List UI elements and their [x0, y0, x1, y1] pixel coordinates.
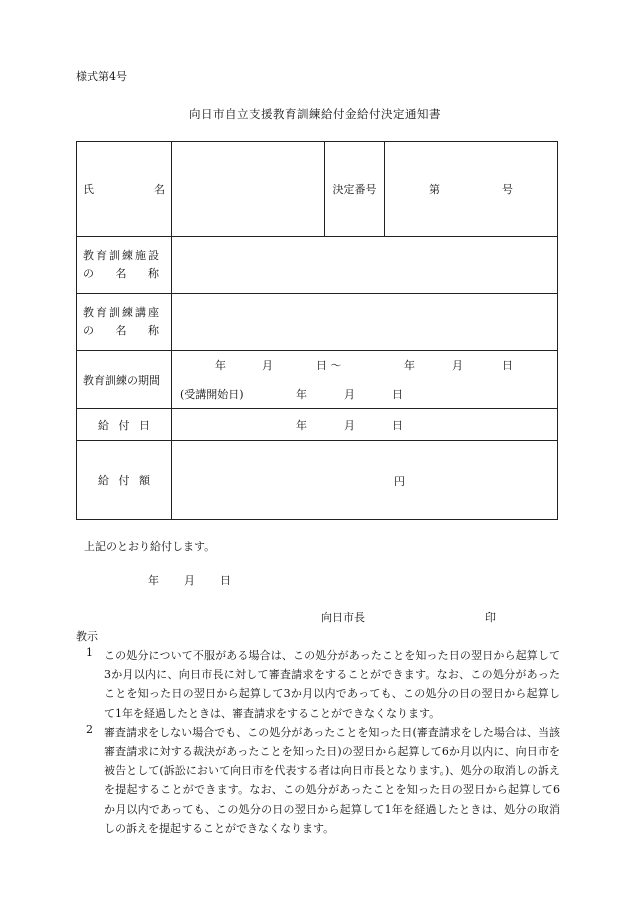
instruction-item — [76, 723, 560, 838]
instruction-text: この処分について不服がある場合は、この処分があったことを知った日の翌日から起算して3か月以内に、向日市長に対して審査請求をすることができます。なお、この処分があったことを知った日の翌日から起算して3か月以内であっても、この処分の日の翌日から起算して1年を経過したときは、審査請求をすることができなくなります。 — [104, 649, 560, 720]
instruction-list — [76, 646, 560, 838]
name-label-cell — [77, 142, 172, 237]
course-label-line2: の 名 称 — [83, 324, 159, 337]
period-end-year: 年 — [404, 359, 415, 372]
period-end-month: 月 — [452, 359, 463, 372]
payment-amount-unit: 円 — [394, 475, 405, 488]
period-start-day: 日 〜 — [316, 359, 342, 372]
name-row — [77, 142, 558, 237]
decision-no-label: 決定番号 — [325, 142, 385, 237]
course-value-cell[interactable] — [172, 294, 558, 351]
name-label-2: 名 — [154, 183, 165, 196]
decision-no-value-cell[interactable] — [385, 142, 558, 237]
payment-date-label: 給 付 日 — [77, 409, 172, 441]
course-start-month: 月 — [344, 388, 355, 401]
payment-date-row — [77, 409, 558, 441]
instruction-item — [76, 646, 560, 723]
period-label: 教育訓練の期間 — [83, 373, 160, 387]
seal-mark: 印 — [485, 611, 496, 624]
course-row — [77, 294, 558, 351]
period-row — [77, 351, 558, 409]
course-label-line1: 教育訓練講座 — [83, 306, 161, 319]
date-day: 日 — [220, 574, 231, 587]
instruction-number: 2 — [86, 722, 93, 736]
period-value-cell[interactable] — [172, 351, 558, 409]
payment-date-day: 日 — [392, 419, 403, 432]
notice-text: 上記のとおり給付します。 — [84, 540, 216, 553]
instruction-number: 1 — [86, 646, 93, 659]
payment-date-value-cell[interactable] — [172, 409, 558, 441]
period-start-month: 月 — [262, 359, 273, 372]
payment-date-year: 年 — [296, 419, 307, 432]
course-start-label: (受講開始日) — [180, 388, 244, 401]
period-start-year: 年 — [215, 359, 226, 372]
course-start-day: 日 — [392, 388, 403, 401]
name-label-1: 氏 — [83, 183, 94, 196]
form-number: 様式第4号 — [76, 70, 127, 83]
decision-table — [76, 141, 558, 520]
facility-label-line1: 教育訓練施設 — [83, 249, 161, 262]
course-start-year: 年 — [296, 388, 307, 401]
period-label-cell — [77, 351, 172, 409]
facility-row — [77, 237, 558, 294]
instruction-heading: 教示 — [76, 630, 98, 643]
mayor-name: 向日市長 — [321, 611, 365, 624]
payment-amount-value-cell[interactable] — [172, 441, 558, 520]
date-year: 年 — [148, 574, 159, 587]
period-end-day: 日 — [502, 359, 513, 372]
instruction-text: 審査請求をしない場合でも、この処分があったことを知った日(審査請求をした場合は、当該審査請求に対する裁決があったことを知った日)の翌日から起算して6か月以内に、向日市を被告として(訴訟において向日市を代表する者は向日市長となります。)、処分の取消しの訴えを提起することができます。なお、この処分があったことを知った日の翌日から起算して6か月以内であっても、この処分の日の翌日から起算して1年を経過したときは、処分の取消しの訴えを提起することができなくなります。 — [104, 725, 560, 835]
document-title: 向日市自立支援教育訓練給付金給付決定通知書 — [189, 107, 441, 121]
name-value-cell[interactable] — [172, 142, 325, 237]
payment-amount-row — [77, 441, 558, 520]
facility-value-cell[interactable] — [172, 237, 558, 294]
payment-date-month: 月 — [344, 419, 355, 432]
decision-no-go: 号 — [502, 183, 513, 196]
course-label-cell — [77, 294, 172, 351]
decision-no-dai: 第 — [429, 183, 440, 196]
facility-label-cell — [77, 237, 172, 294]
payment-amount-label: 給 付 額 — [77, 441, 172, 520]
facility-label-line2: の 名 称 — [83, 267, 159, 280]
date-month: 月 — [184, 574, 195, 587]
